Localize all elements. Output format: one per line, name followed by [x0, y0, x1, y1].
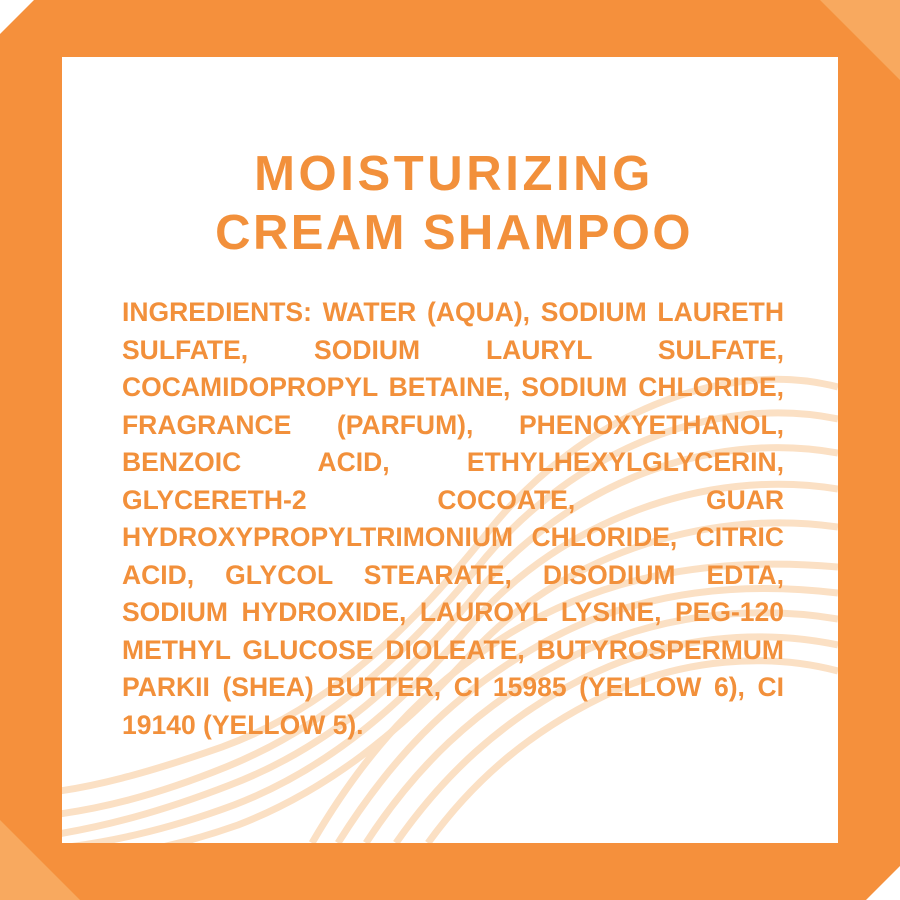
title-line-1: MOISTURIZING: [254, 147, 654, 201]
label-panel: [62, 57, 838, 843]
ingredients-text: INGREDIENTS: WATER (AQUA), SODIUM LAURETH SULFATE, SODIUM LAURYL SULFATE, COCAMIDOPROPYL BETAINE, SODIUM CHLORIDE, FRAGRANCE (PARFUM), PHENOXYETHANOL, BENZOIC ACID, ETHYLHEXYLGLYCERIN, GLYCERETH-2 COCOATE, GUAR HYDROXYPROPYLTRIMONIUM CHLORIDE, CITRIC ACID, GLYCOL STEARATE, DISODIUM EDTA, SODIUM HYDROXIDE, LAUROYL LYSINE, PEG-120 METHYL GLUCOSE DIOLEATE, BUTYROSPERMUM PARKII (SHEA) BUTTER, CI 15985 (YELLOW 6), CI 19140 (YELLOW 5).: [122, 297, 784, 740]
page-title: [124, 145, 784, 263]
title-line-2: CREAM SHAMPOO: [215, 206, 693, 260]
label-content: [62, 57, 838, 843]
